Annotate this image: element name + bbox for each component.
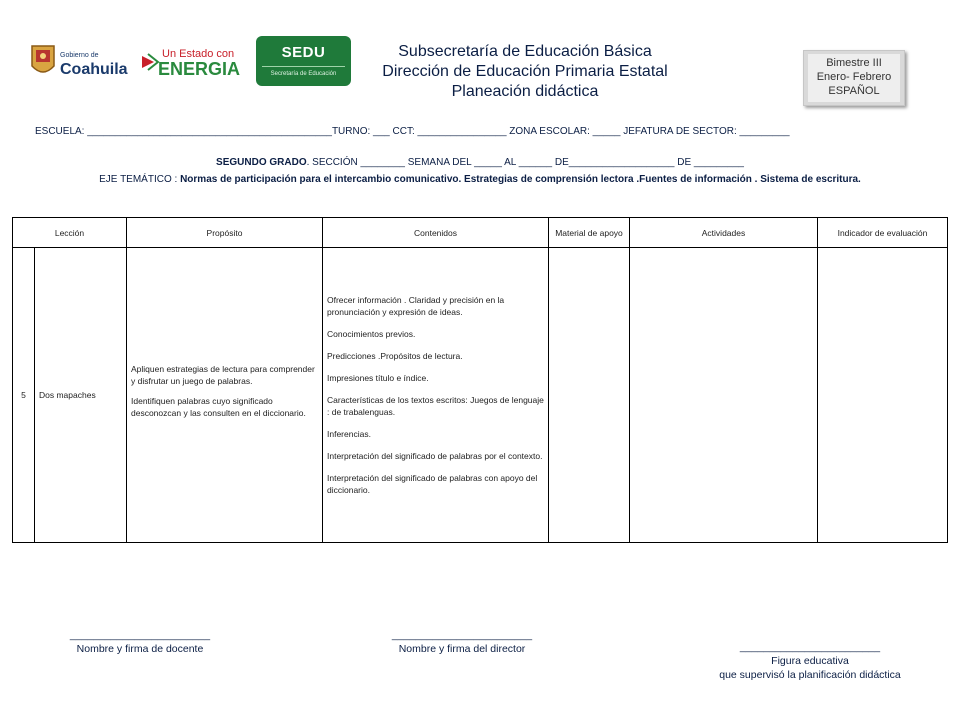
teacher-signature-label: Nombre y firma de docente <box>76 643 204 655</box>
eje-text: Normas de participación para el intercambio comunicativo. Estrategias de comprensión lectora .Fuentes de información . Sistema de escritura. <box>180 174 861 185</box>
activities-cell <box>630 248 818 543</box>
planning-table <box>12 217 948 543</box>
contents-cell <box>323 248 549 543</box>
header-leccion: Lección <box>13 218 127 248</box>
page-title <box>360 42 690 102</box>
indicator-cell <box>818 248 948 543</box>
header-contenidos: Contenidos <box>323 218 549 248</box>
energia-text-2: ENERGIA <box>158 59 241 79</box>
header-proposito: Propósito <box>127 218 323 248</box>
table-row <box>13 248 948 543</box>
lesson-number: 5 <box>13 248 35 543</box>
bimestre-box <box>803 50 905 106</box>
lesson-name: Dos mapaches <box>35 248 127 543</box>
supervisor-signature-label-1: Figura educativa <box>771 655 849 667</box>
grade-rest: . SECCIÓN ________ SEMANA DEL _____ AL ______ DE___________________ DE _________ <box>306 157 744 168</box>
energia-logo-icon <box>140 42 262 82</box>
coahuila-text-2: Coahuila <box>60 61 128 78</box>
content-item: Interpretación del significado de palabras por el contexto. <box>327 451 543 461</box>
content-item: Ofrecer información . Claridad y precisión en la pronunciación y expresión de ideas. <box>327 295 505 317</box>
title-line-2: Dirección de Educación Primaria Estatal <box>382 63 668 80</box>
logo-energia <box>140 42 262 82</box>
material-cell <box>549 248 630 543</box>
logo-sedu <box>256 36 351 86</box>
sedu-divider <box>262 66 345 67</box>
supervisor-signature-line: ________________________ <box>739 641 881 653</box>
purpose-item: Identifiquen palabras cuyo significado desconozcan y las consulten en el diccionario. <box>131 396 306 418</box>
sedu-subtitle: Secretaría de Educación <box>270 71 337 77</box>
content-item: Inferencias. <box>327 429 371 439</box>
bimestre-line-3: ESPAÑOL <box>828 85 880 97</box>
header-material: Material de apoyo <box>549 218 630 248</box>
grade-label: SEGUNDO GRADO <box>216 157 307 168</box>
director-signature-line: ________________________ <box>391 629 533 641</box>
eje-label: EJE TEMÁTICO : <box>99 174 181 185</box>
title-line-3: Planeación didáctica <box>451 83 599 100</box>
coahuila-shield-icon <box>28 42 132 82</box>
sedu-text: SEDU <box>281 44 326 61</box>
purpose-cell <box>127 248 323 543</box>
content-item: Interpretación del significado de palabras con apoyo del diccionario. <box>327 473 538 495</box>
energia-text-1: Un Estado con <box>162 48 235 60</box>
teacher-signature <box>50 628 230 656</box>
school-info-line: ESCUELA: ____________________________________________TURNO: ___ CCT: ________________ ZONA ESCOLAR: _____ JEFATURA DE SECTOR: _________ <box>35 126 790 137</box>
header-actividades: Actividades <box>630 218 818 248</box>
teacher-signature-line: ________________________ <box>69 629 211 641</box>
content-item: Características de los textos escritos: Juegos de lenguaje : de trabalenguas. <box>327 395 544 417</box>
purpose-item: Apliquen estrategias de lectura para comprender y disfrutar un juego de palabras. <box>131 364 315 386</box>
director-signature <box>372 628 552 656</box>
table-header-row <box>13 218 948 248</box>
content-item: Impresiones título e índice. <box>327 373 429 383</box>
coahuila-text-1: Gobierno de <box>60 52 99 59</box>
logo-coahuila <box>28 42 132 82</box>
header-indicador: Indicador de evaluación <box>818 218 948 248</box>
content-item: Conocimientos previos. <box>327 329 416 339</box>
title-line-1: Subsecretaría de Educación Básica <box>398 43 652 60</box>
director-signature-label: Nombre y firma del director <box>398 643 526 655</box>
eje-tematico-line <box>0 174 960 185</box>
grade-info-line <box>0 157 960 168</box>
bimestre-line-1: Bimestre III <box>826 57 882 69</box>
content-item: Predicciones .Propósitos de lectura. <box>327 351 463 361</box>
supervisor-signature-label-2: que supervisó la planificación didáctica <box>719 669 901 681</box>
supervisor-signature <box>700 640 920 682</box>
bimestre-line-2: Enero- Febrero <box>816 71 892 83</box>
